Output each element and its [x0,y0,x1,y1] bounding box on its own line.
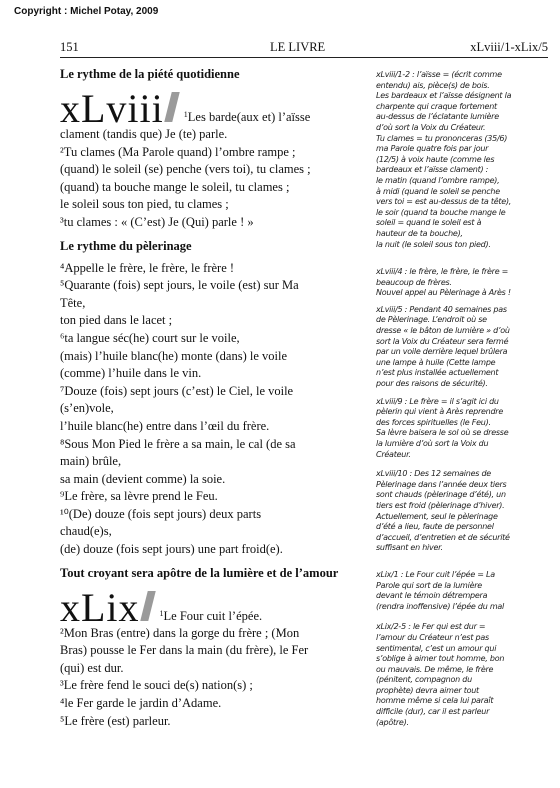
commentary-line: xLix/2-5 : le Fer qui est dur = [376,622,486,632]
verse-line: (de) douze (fois sept jours) une part froid(e). [60,542,283,557]
commentary-note [376,622,548,728]
commentary-line: xLviii/4 : le frère, le frère, le frère = [376,267,509,277]
commentary-line: sont chauds (pèlerinage d’été), un [376,490,506,500]
verse-line: ⁸Sous Mon Pied le frère a sa main, le cal (de sa [60,436,296,451]
verse-line: (quand) le soleil (se) penche (vers toi), tu clames ; [60,162,311,177]
verse-line: ⁴le Fer garde le jardin d’Adame. [60,696,222,711]
verse-line: ⁷Douze (fois) sept jours (c’est) le Ciel, le voile [60,383,294,398]
verse-text: $^1$Le Four cuit l’épée. [159,608,263,623]
verse-line: l’huile blanc(he) entre dans l’œil du frère. [60,418,270,433]
chapter-bar-icon [140,591,155,621]
commentary-column [376,70,548,728]
verse-group [60,126,363,232]
commentary-note [376,267,548,299]
commentary-line: xLviii/10 : Des 12 semaines de [376,469,491,479]
verse-line: ⁵Le frère (est) parleur. [60,713,171,728]
commentary-line: sort la Voix du Créateur sera fermé [376,336,509,346]
commentary-note [376,305,548,390]
header-rule [60,57,548,58]
commentary-line: sentimental, c’est un amour qui [376,643,497,653]
section-heading: Le rythme de la piété quotidienne [60,67,240,81]
verse-line: (s’en)vole, [60,401,114,416]
verse-line: ³Le frère fend le souci de(s) nation(s) ; [60,678,253,693]
book-title: LE LIVRE [270,40,326,54]
verse-line: le soleil sous ton pied, tu clames ; [60,197,229,212]
verse-line: (qui) est dur. [60,660,124,675]
commentary-line: le matin (quand l’ombre rampe), [376,175,500,185]
commentary-line: (apôtre). [376,717,409,727]
commentary-line: vers toi = est au-dessus de ta tête), [376,197,512,207]
verse-line: Tête, [60,295,86,310]
commentary-line: des forces spirituelles (le Feu). [376,417,491,427]
commentary-line: n’est plus installée actuellement [376,368,499,378]
commentary-line: la lumière d’où sort la Voix du [376,439,489,448]
verse-line: ²Tu clames (Ma Parole quand) l’ombre rampe ; [60,144,296,159]
commentary-line: suffisant en hiver. [376,543,443,553]
section-heading: Tout croyant sera apôtre de la lumière et de l’amour [60,565,339,580]
commentary-line: tiers est froid (pèlerinage d’hiver). [376,500,505,510]
commentary-line: Créateur. [376,449,411,459]
commentary-line: le soir (quand ta bouche mange le [376,207,506,217]
copyright-notice: Copyright : Michel Potay, 2009 [14,6,159,17]
commentary-line: homme même si cela lui paraît [376,696,494,706]
commentary-note [376,570,548,612]
commentary-line: xLviii/5 : Pendant 40 semaines pas [376,304,507,314]
verse-group [60,625,363,731]
verse-group [60,260,363,559]
commentary-line: charpente qui craque fortement [376,101,497,111]
commentary-note [376,469,548,554]
commentary-line: devant le témoin détrempera [376,591,488,601]
verse-line: sa main (devient comme) la soie. [60,471,226,486]
chapter-heading-48 [60,86,363,131]
commentary-line: à midi (quand le soleil se penche [376,186,500,196]
verse-line: clament (tandis que) Je (te) parle. [60,127,228,141]
commentary-line: d’accueil, d’entretien et de sécurité [376,532,510,542]
commentary-line: (pénitent, compagnon du [376,675,472,685]
commentary-line: difficile (dur), car il est parleur [376,707,490,717]
chapter-title: xLix [60,584,140,630]
verse-line: ¹⁰(De) douze (fois sept jours) deux parts [60,506,262,521]
commentary-line: Parole qui sort de la lumière [376,580,482,590]
commentary-line: xLviii/1-2 : l’aïsse = (écrit comme [376,70,502,79]
verse-line: ⁹Le frère, sa lèvre prend le Feu. [60,489,218,504]
commentary-line: prophète) devra aimer tout [376,685,479,695]
chapter-bar-icon [164,92,179,122]
commentary-line: ou mauvais. De même, le frère [376,664,494,674]
running-head [60,40,548,56]
section-heading: Le rythme du pèlerinage [60,238,192,253]
commentary-line: xLix/1 : Le Four cuit l’épée = La [376,569,495,579]
verse-line: (comme) l’huile dans le vin. [60,366,202,381]
commentary-line: (12/5) à voix haute (comme les [376,154,495,164]
verse-line: (quand) ta bouche mange le soleil, tu clames ; [60,179,290,194]
commentary-line: s’oblige à aimer tout homme, bon [376,654,505,664]
commentary-line: entendu) ais, pièce(s) de bois. [376,80,490,90]
verse-line: Bras) pousse le Fer dans la main (du frère), le Fer [60,643,309,658]
verse-line: chaud(e)s, [60,524,112,539]
commentary-line: bardeaux et l’aïsse clament) : [376,165,489,175]
main-text-column [60,60,363,730]
commentary-line: (rendra inoffensive) l’épée du mal [376,601,504,611]
page-number: 151 [60,40,79,54]
commentary-line: par un voile derrière lequel brûlera [376,347,508,357]
commentary-line: d’où sort la Voix du Créateur. [376,122,486,132]
chapter-title: xLviii [60,86,164,131]
commentary-line: ma Parole quatre fois par jour [376,144,489,154]
verse-line: ⁵Quarante (fois) sept jours, le voile (est) sur Ma [60,278,299,293]
commentary-line: Tu clames = tu prononceras (35/6) [376,133,508,143]
commentary-line: pour des raisons de sécurité). [376,379,488,389]
commentary-line: Actuellement, seul le pèlerinage [376,511,498,521]
commentary-line: dresse « le bâton de lumière » d’où [376,326,510,336]
verse-line: ³tu clames : « (C’est) Je (Qui) parle ! » [60,214,254,229]
commentary-line: Sa lèvre baisera le sol où se dresse [376,428,509,438]
commentary-line: une lampe à huile (Cette lampe [376,357,496,367]
verse-line: ⁴Appelle le frère, le frère, le frère ! [60,260,235,275]
commentary-line: Pèlerinage dans l’année deux tiers [376,479,507,489]
verse-line: ⁶ta langue séc(he) court sur le voile, [60,330,240,345]
commentary-line: pèlerin qui vient à Arès reprendre [376,407,504,417]
commentary-line: xLviii/9 : Le frère = il s’agit ici du [376,396,499,406]
verse-line: main) brûle, [60,454,122,469]
commentary-line: d’été a lieu, faute de personnel [376,522,494,532]
verse-text: $^1$Les barde(aux et) l’aïsse [183,110,311,124]
chapter-range: xLviii/1-xLix/5 [470,40,548,54]
commentary-line: beaucoup de frères. [376,277,452,287]
commentary-line: au-dessus de l’éclatante lumière [376,112,499,122]
verse-line: ²Mon Bras (entre) dans la gorge du frère ; (Mon [60,625,300,640]
commentary-line: soleil = quand le soleil est à [376,218,482,228]
commentary-line: hauteur de ta bouche), [376,228,463,238]
commentary-line: l’amour du Créateur n’est pas [376,632,489,642]
commentary-line: la nuit (le soleil sous ton pied). [376,239,491,249]
verse-line: (mais) l’huile blanc(he) monte (dans) le voile [60,348,288,363]
chapter-heading-49 [60,584,363,630]
commentary-line: Les bardeaux et l’aïsse désignent la [376,91,512,101]
commentary-line: Nouvel appel au Pèlerinage à Arès ! [376,288,511,298]
verse-line: ton pied dans le lacet ; [60,313,173,328]
commentary-line: de Pèlerinage. L’endroit où se [376,315,487,325]
commentary-note [376,70,548,250]
commentary-note [376,397,548,461]
